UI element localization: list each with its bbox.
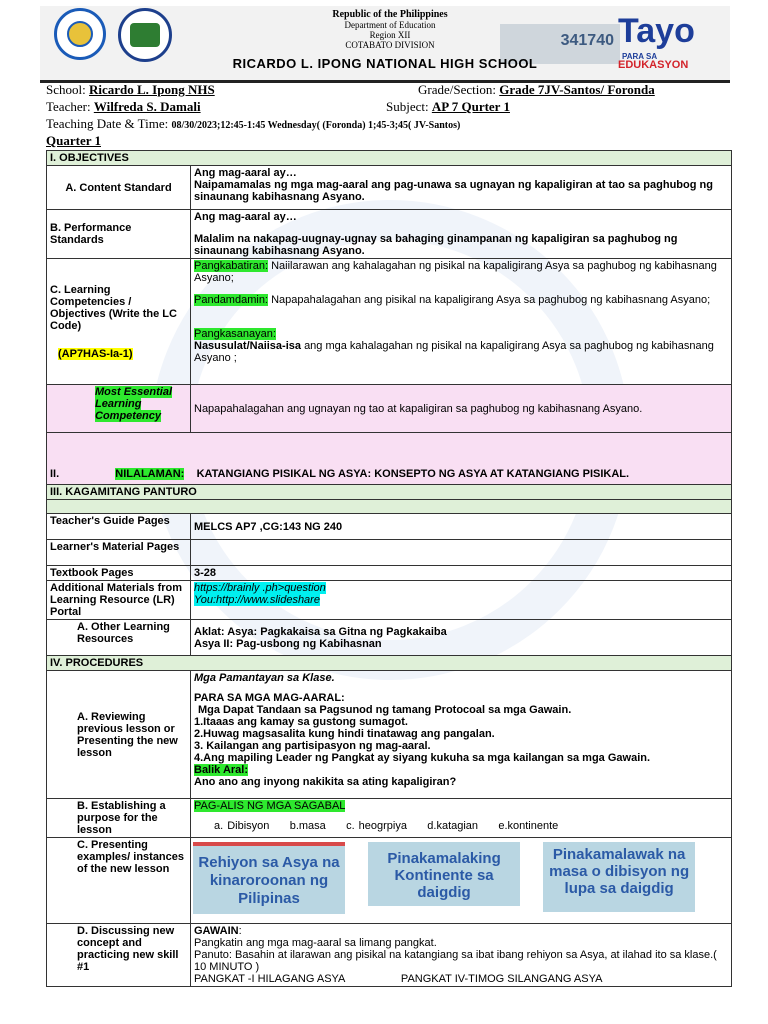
discuss-cell (191, 924, 732, 987)
melc-label: Most Essential Learning Competency (95, 386, 173, 422)
tayo-logo (612, 12, 727, 70)
pangkat-1: PANGKAT -I HILAGANG ASYA (194, 973, 345, 985)
objectives-header: I. OBJECTIVES (47, 151, 732, 166)
pandamdamin-text: Napapahalagahan ang pisikal na kapaligirang Asya sa paghubog ng kabihasnang Asyano; (271, 294, 711, 306)
performance-text: Malalim na nakapag-uugnay-ugnay sa bahaging ginampanan ng kapaligiran sa paghubog ng sinaunang kabihasnang Asyano. (194, 233, 678, 257)
division-text: COTABATO DIVISION (345, 40, 435, 50)
performance-intro: Ang mag-aaral ay… (194, 211, 297, 223)
examples-label: C. Presenting examples/ instances of the new lesson (47, 838, 191, 924)
pag-alis: PAG-ALIS NG MGA SAGABAL (194, 800, 346, 812)
discuss-label: D. Discussing new concept and practicing new skill #1 (47, 924, 191, 987)
lc-label: C. Learning Competencies / Objectives (Write the LC Code) (50, 283, 177, 332)
review-cell (191, 671, 732, 799)
edukasyon-text: EDUKASYON (618, 59, 689, 71)
learning-competency-cell (191, 259, 732, 385)
purpose-label: B. Establishing a purpose for the lesson (47, 799, 191, 838)
procedures-header: IV. PROCEDURES (47, 656, 732, 671)
other-1: Aklat: Asya: Pagkakaisa sa Gitna ng Pagkakaiba (194, 625, 447, 638)
nilalaman-row (47, 433, 732, 485)
pangkabatiran-text: Naiilarawan ang kahalagahan ng pisikal na kapaligirang Asya sa paghubog ng kabihasnang Asyano; (194, 260, 717, 284)
pangkabatiran-label: Pangkabatiran: (194, 260, 268, 272)
letterhead (40, 6, 730, 83)
content-standard-label: A. Content Standard (47, 166, 191, 210)
choice-e: e.kontinente (498, 820, 559, 832)
subject-label: Subject: (386, 99, 429, 114)
nilalaman-text: KATANGIANG PISIKAL NG ASYA: KONSEPTO NG ASYA AT KATANGIANG PISIKAL. (196, 468, 630, 480)
image-masa: Pinakamalawak na masa o dibisyon ng lupa sa daigdig (543, 842, 695, 912)
rule-1: 1.Itaaas ang kamay sa gustong sumagot. (194, 716, 408, 728)
deped-seal-icon (54, 8, 106, 60)
para-sa-text: PARA SA (622, 52, 658, 61)
choices-list (194, 820, 728, 832)
gawain-colon: : (238, 925, 242, 937)
tayo-text: Tayo (618, 12, 695, 50)
tb-value: 3-28 (191, 566, 732, 581)
grade-label: Grade/Section: (418, 82, 496, 97)
other-2: Asya II: Pag-usbong ng Kabihasnan (194, 637, 382, 650)
kagamitan-header: III. KAGAMITANG PANTURO (47, 485, 732, 500)
nilalaman-num: II. (50, 468, 60, 480)
tg-value: MELCS AP7 ,CG:143 NG 240 (191, 514, 732, 540)
content-standard-cell (191, 166, 732, 210)
rule-4: 4.Ang mapiling Leader ng Pangkat ay siyang kukuha sa mga kailangan sa mga Gawain. (194, 752, 651, 764)
balik-aral: Balik Aral: (194, 764, 249, 776)
content-intro: Ang mag-aaral ay… (194, 167, 297, 179)
learning-competency-label (47, 259, 191, 385)
performance-standard-cell (191, 210, 732, 259)
gawain-label: GAWAIN (194, 925, 239, 937)
examples-cell (191, 838, 732, 924)
choice-b: b.masa (289, 820, 326, 832)
nilalaman-label: NILALAMAN: (115, 468, 185, 480)
lesson-plan-table (46, 150, 732, 987)
gawain-1: Pangkatin ang mga mag-aaral sa limang pangkat. (194, 937, 437, 949)
lc-code: (AP7HAS-Ia-1) (58, 347, 133, 360)
school-label: School: (46, 82, 86, 97)
am-label: Additional Materials from Learning Resource (LR) Portal (47, 581, 191, 620)
pangkat-4: PANGKAT IV-TIMOG SILANGANG ASYA (400, 973, 603, 985)
choice-a: a. Dibisyon (214, 820, 270, 832)
image-rehiyon: Rehiyon sa Asya na kinaroroonan ng Pilipinas (193, 842, 345, 914)
pangkasanayan-bold: Nasusulat/Naiisa-isa (194, 340, 301, 352)
performance-standard-label: B. Performance Standards (47, 210, 191, 259)
pandamdamin-label: Pandamdamin: (194, 294, 268, 306)
subject-value: AP 7 Qurter 1 (431, 99, 510, 114)
other-cell (191, 620, 732, 656)
am-cell (191, 581, 732, 620)
review-label: A. Reviewing previous lesson or Presenting the new lesson (47, 671, 191, 799)
quarter-label: Quarter 1 (46, 133, 101, 148)
school-line (46, 82, 215, 98)
choice-d: d.katagian (427, 820, 479, 832)
am-link-2[interactable]: You:http://www.slideshare (194, 594, 320, 606)
content-text: Naipamamalas ng mga mag-aaral ang pag-unawa sa ugnayan ng kapaligiran at tao sa paghubog ng sinaunang kabihasnang Asyano. (194, 179, 713, 203)
rules-title: Mga Pamantayan sa Klase. (194, 672, 335, 684)
subject-line (386, 99, 510, 115)
melc-label-cell (47, 385, 191, 433)
school-seal-icon (118, 8, 172, 62)
region-text: Region XII (369, 30, 411, 40)
tg-label: Teacher's Guide Pages (47, 514, 191, 540)
image-kontinente: Pinakamalaking Kontinente sa daigdig (368, 842, 520, 906)
rule-2: 2.Huwag magsasalita kung hindi tinatawag ang pangalan. (194, 728, 495, 740)
para-sa: PARA SA MGA MAG-AARAL: (194, 692, 345, 704)
department-text: Department of Education (344, 20, 436, 30)
date-label: Teaching Date & Time: (46, 116, 169, 131)
grade-value: Grade 7JV-Santos/ Foronda (499, 82, 655, 97)
agency-block (290, 10, 490, 50)
lm-label: Learner's Material Pages (47, 540, 191, 566)
other-label: A. Other Learning Resources (47, 620, 191, 656)
photo-number: 341740 (560, 32, 614, 49)
question: Ano ano ang inyong nakikita sa ating kapaligiran? (194, 776, 457, 788)
grade-line (418, 82, 655, 98)
rule-3: 3. Kailangan ang partisipasyon ng mag-aaral. (194, 740, 431, 752)
republic-text: Republic of the Philippines (332, 9, 448, 20)
choice-c: c. heogrpiya (346, 820, 407, 832)
am-link-1[interactable]: https://brainly .ph>question (194, 582, 326, 594)
spacer-row (47, 500, 732, 514)
teacher-line (46, 99, 201, 115)
lm-value (191, 540, 732, 566)
pangkasanayan-text: ang mga kahalagahan ng pisikal na kapaligirang Asya sa paghubog ng kabihasnang Asyano ; (194, 340, 714, 364)
tb-label: Textbook Pages (47, 566, 191, 581)
purpose-cell (191, 799, 732, 838)
tandaan: Mga Dapat Tandaan sa Pagsunod ng tamang Protocoal sa mga Gawain. (198, 704, 572, 716)
school-name: RICARDO L. IPONG NATIONAL HIGH SCHOOL (232, 56, 538, 71)
date-line (46, 116, 460, 132)
melc-text: Napapahalagahan ang ugnayan ng tao at kapaligiran sa paghubog ng kabihasnang Asyano. (191, 385, 732, 433)
gawain-2: Panuto: Basahin at ilarawan ang pisikal na katangiang sa ibat ibang rehiyon sa Asya, at ilahad ito sa klase.( 10 MINUTO ) (194, 949, 717, 973)
pangkasanayan-label: Pangkasanayan: (194, 328, 276, 340)
teacher-value: Wilfreda S. Damali (93, 99, 201, 114)
date-value: 08/30/2023;12:45-1:45 Wednesday( (Foronda) 1;45-3;45( JV-Santos) (171, 120, 461, 131)
teacher-label: Teacher: (46, 99, 91, 114)
school-value: Ricardo L. Ipong NHS (88, 82, 215, 97)
